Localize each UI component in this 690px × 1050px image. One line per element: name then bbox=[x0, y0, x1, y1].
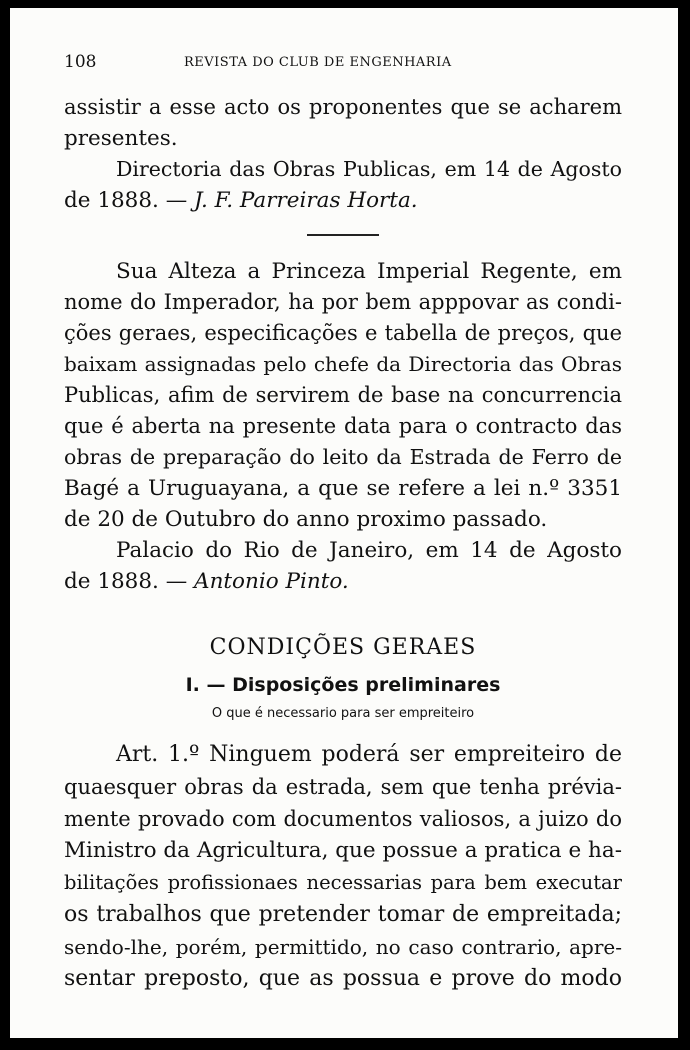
signature-line bbox=[64, 185, 622, 216]
text-line: Bagé a Uruguayana, a que se refere a lei n.º 3351 bbox=[64, 475, 622, 501]
section-title: CONDIÇÕES GERAES bbox=[209, 634, 477, 660]
page-body bbox=[64, 92, 622, 995]
text-line: que é aberta na presente data para o contracto das bbox=[64, 413, 622, 438]
subsection-title: I. — Disposições preliminares bbox=[185, 673, 501, 696]
text-line: ções geraes, especificações e tabella de preços, que bbox=[64, 320, 622, 345]
text-line: sendo-lhe, porém, permittido, no caso contrario, apre- bbox=[64, 934, 622, 959]
date-text: de 1888. — bbox=[64, 568, 195, 594]
text-line: os trabalhos que pretender tomar de empreitada; bbox=[64, 901, 622, 927]
signature: Antonio Pinto. bbox=[194, 568, 349, 594]
text-line: Ministro da Agricultura, que possue a pratica e ha- bbox=[64, 837, 622, 863]
text-line: presentes. bbox=[64, 126, 178, 151]
subsection-caption: O que é necessario para ser empreiteiro bbox=[211, 705, 475, 721]
signature-line bbox=[64, 566, 622, 597]
running-title: REVISTA DO CLUB DE ENGENHARIA bbox=[184, 55, 452, 70]
text-line: mente provado com documentos valiosos, a juizo do bbox=[64, 806, 622, 831]
text-line: baixam assignadas pelo chefe da Directoria das Obras bbox=[64, 351, 622, 376]
text-line: obras de preparação do leito da Estrada de Ferro de bbox=[64, 444, 622, 469]
paragraph-3 bbox=[64, 256, 622, 535]
document-page bbox=[10, 8, 678, 1038]
text-line: Art. 1.º Ninguem poderá ser empreiteiro de bbox=[116, 741, 622, 767]
text-line: Directoria das Obras Publicas, em 14 de Agosto bbox=[116, 157, 622, 181]
text-line: nome do Imperador, ha por bem apppovar as condi- bbox=[64, 289, 622, 314]
article-paragraph bbox=[64, 739, 622, 995]
text-line: Sua Alteza a Princeza Imperial Regente, em bbox=[116, 258, 622, 284]
spacer bbox=[64, 597, 622, 619]
page-header bbox=[64, 52, 624, 74]
text-line: Publicas, afim de servirem de base na concurrencia bbox=[64, 382, 622, 407]
text-line: quaesquer obras da estrada, sem que tenha prévia- bbox=[64, 774, 622, 799]
date-text: de 1888. — bbox=[64, 188, 195, 213]
text-line: sentar preposto, que as possua e prove do modo bbox=[64, 965, 622, 991]
text-line: de 20 de Outubro do anno proximo passado. bbox=[64, 506, 548, 532]
divider-rule bbox=[307, 234, 379, 236]
page-number: 108 bbox=[64, 52, 97, 72]
text-line: Palacio do Rio de Janeiro, em 14 de Agosto bbox=[116, 537, 622, 563]
paragraph-2 bbox=[64, 154, 622, 216]
text-line: bilitações profissionaes necessarias para bem executar bbox=[64, 870, 622, 894]
paragraph-4 bbox=[64, 535, 622, 597]
text-line: assistir a esse acto os proponentes que se acharem bbox=[64, 95, 622, 119]
signature: J. F. Parreiras Horta. bbox=[194, 188, 418, 213]
paragraph-1 bbox=[64, 92, 622, 154]
